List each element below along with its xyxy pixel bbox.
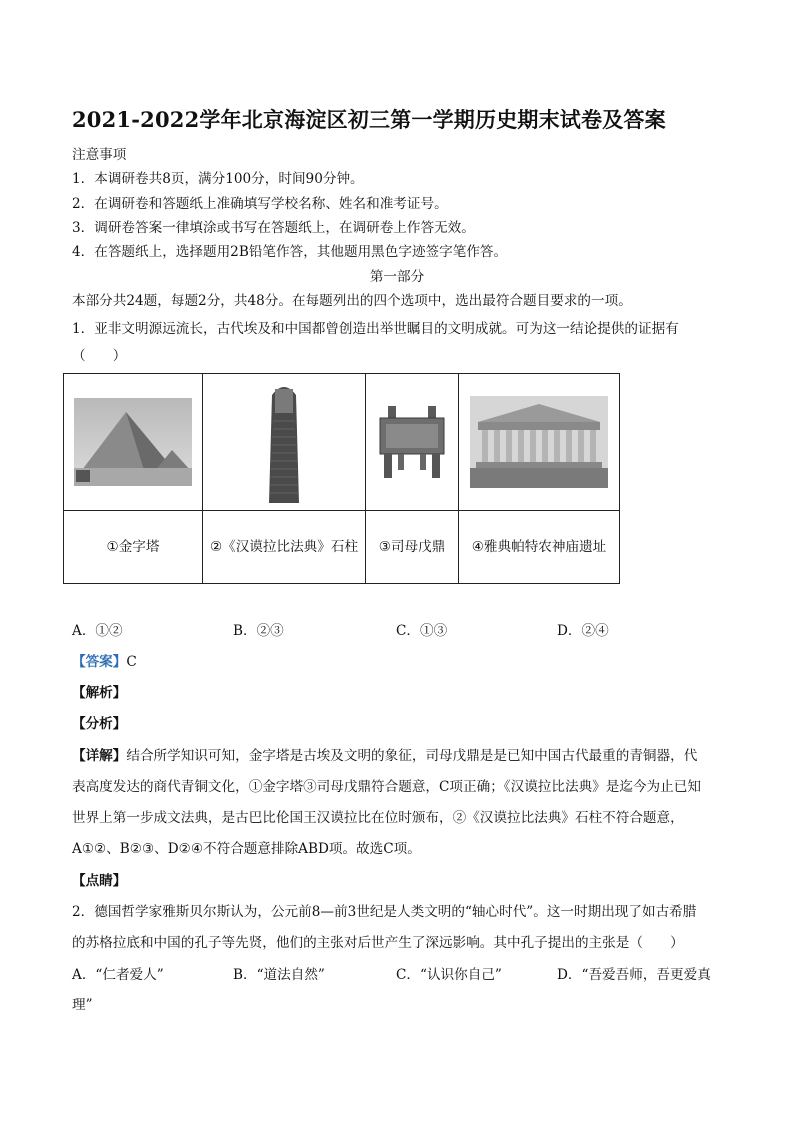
- q1-option-a: A．①②: [72, 623, 123, 639]
- q1-stem: 1．亚非文明源远流长，古代埃及和中国都曾创造出举世瞩目的文明成就。可为这一结论提供的证据有: [72, 321, 679, 337]
- q1-option-c: C．①③: [396, 623, 448, 639]
- figure-caption: ④雅典帕特农神庙遗址: [459, 511, 620, 584]
- notes-heading: 注意事项: [72, 147, 127, 163]
- answer-label: 【答案】: [72, 654, 127, 670]
- q1-option-d: D．②④: [557, 623, 609, 639]
- detail-line: 表高度发达的商代青铜文化，①金字塔③司母戊鼎符合题意，C项正确；《汉谟拉比法典》是迄今为止已知: [72, 779, 701, 795]
- part-title: 第一部分: [369, 269, 425, 285]
- ding-photo-icon: [376, 404, 448, 480]
- comment-label: 【点睛】: [72, 873, 127, 889]
- q1-figure-table: [63, 373, 620, 584]
- note-line: 3．调研卷答案一律填涂或书写在答题纸上，在调研卷上作答无效。: [72, 220, 475, 236]
- answer-value: C: [126, 654, 137, 670]
- q2-option-c: C．“认识你自己”: [396, 967, 502, 983]
- figure-cell: [366, 374, 459, 511]
- q2-stem: 的苏格拉底和中国的孔子等先贤，他们的主张对后世产生了深远影响。其中孔子提出的主张是（ ）: [72, 935, 684, 951]
- q1-stem-blank: （ ）: [72, 348, 127, 364]
- note-line: 4．在答题纸上，选择题用2B铅笔作答，其他题用黑色字迹签字笔作答。: [72, 244, 508, 260]
- q2-option-d: D．“吾爱吾师，吾更爱真: [557, 967, 711, 983]
- figure-cell: [459, 374, 620, 511]
- q1-answer: [72, 653, 137, 671]
- detail-line: 世界上第一步成文法典，是古巴比伦国王汉谟拉比在位时颁布，②《汉谟拉比法典》石柱不符合题意，: [72, 810, 684, 826]
- parthenon-photo-icon: [470, 396, 608, 488]
- detail-label: 【详解】: [72, 748, 127, 764]
- stele-photo-icon: [264, 379, 304, 505]
- figure-caption: ③司母戊鼎: [366, 511, 459, 584]
- document-title: 2021-2022学年北京海淀区初三第一学期历史期末试卷及答案: [72, 107, 666, 132]
- q2-option-d-cont: 理”: [72, 997, 93, 1013]
- q2-option-a: A．“仁者爱人”: [72, 967, 164, 983]
- figure-cell: [64, 374, 203, 511]
- note-line: 2．在调研卷和答题纸上准确填写学校名称、姓名和准考证号。: [72, 196, 448, 212]
- detail-line: 【详解】结合所学知识可知，金字塔是古埃及文明的象征，司母戊鼎是是已知中国古代最重的青铜器，代: [72, 748, 698, 764]
- figure-caption: ①金字塔: [64, 511, 203, 584]
- q1-option-b: B．②③: [233, 623, 284, 639]
- detail-line: A①②、B②③、D②④不符合题意排除ABD项。故选C项。: [72, 841, 421, 857]
- q2-option-b: B．“道法自然”: [233, 967, 325, 983]
- figure-caption: ②《汉谟拉比法典》石柱: [203, 511, 366, 584]
- analysis2-label: 【分析】: [72, 716, 127, 732]
- q2-stem: 2．德国哲学家雅斯贝尔斯认为，公元前8—前3世纪是人类文明的“轴心时代”。这一时期出现了如古希腊: [72, 904, 697, 920]
- pyramid-photo-icon: [74, 398, 192, 486]
- analysis-label: 【解析】: [72, 685, 127, 701]
- note-line: 1．本调研卷共8页，满分100分，时间90分钟。: [72, 171, 364, 187]
- figure-cell: [203, 374, 366, 511]
- part-intro: 本部分共24题，每题2分，共48分。在每题列出的四个选项中，选出最符合题目要求的一项。: [72, 293, 632, 309]
